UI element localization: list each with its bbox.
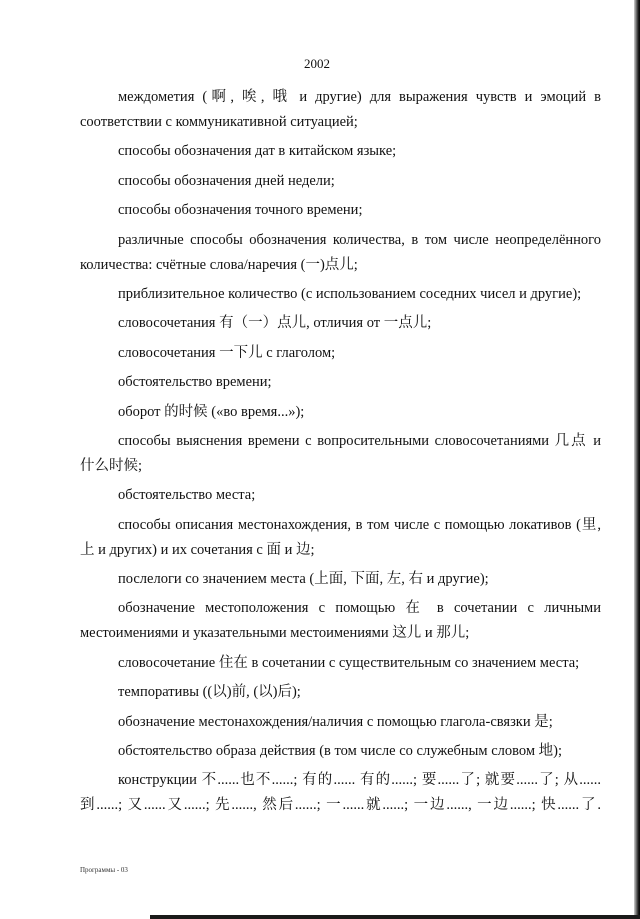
paragraph: обстоятельство места; [118, 487, 256, 504]
paragraph: способы обозначения точного времени; [118, 202, 363, 219]
paragraph: способы обозначения дней недели; [118, 172, 335, 189]
page-number: 2002 [304, 56, 330, 71]
body-text [80, 85, 601, 823]
paragraph: словосочетания 一下儿 с глаголом; [118, 344, 336, 361]
paragraph: способы описания местонахождения, в том числе с помощью локативов (里, 上 и других) и их сочетания с 面 и 边; [80, 516, 601, 558]
paragraph: обозначение местонахождения/наличия с помощью глагола-связки 是; [118, 713, 553, 730]
page-footer: Программы - 03 [80, 866, 128, 874]
paragraph: словосочетания 有（一）点儿, отличия от 一点儿; [118, 315, 432, 332]
paragraph: обстоятельство образа действия (в том числе со служебным словом 地); [118, 743, 563, 760]
paragraph: обстоятельство времени; [118, 374, 272, 391]
paragraph: приблизительное количество (с использованием соседних чисел и другие); [118, 285, 582, 302]
paragraph: послелоги со значением места (上面, 下面, 左, 右 и другие); [118, 571, 489, 588]
paragraph: междометия (啊, 唉, 哦 и другие) для выражения чувств и эмоций в соответствии с коммуникативной ситуацией; [80, 89, 601, 130]
paragraph: способы выяснения времени с вопросительными словосочетаниями 几点 и 什么时候; [80, 432, 601, 474]
paragraph: способы обозначения дат в китайском языке; [118, 143, 397, 160]
paragraph: конструкции 不......也不......; 有的...... 有的......; 要......了; 就要......了; 从......到......; 又......又......; 先......, 然后......; 一......就......; 一边......, 一边......; 快......了. [80, 772, 601, 814]
paragraph: различные способы обозначения количества, в том числе неопределённого количества: счётные слова/наречия (一)点儿; [80, 231, 601, 273]
scan-edge-bottom [150, 915, 640, 919]
paragraph: словосочетание 住在 в сочетании с существительным со значением места; [118, 654, 580, 671]
paragraph: темпоративы ((以)前, (以)后); [118, 684, 301, 701]
paragraph: оборот 的时候 («во время...»); [118, 403, 305, 420]
paragraph: обозначение местоположения с помощью 在 в сочетании с личными местоимениями и указательными местоимениями 这儿 и 那儿; [80, 600, 601, 642]
scan-edge-right [634, 0, 640, 919]
